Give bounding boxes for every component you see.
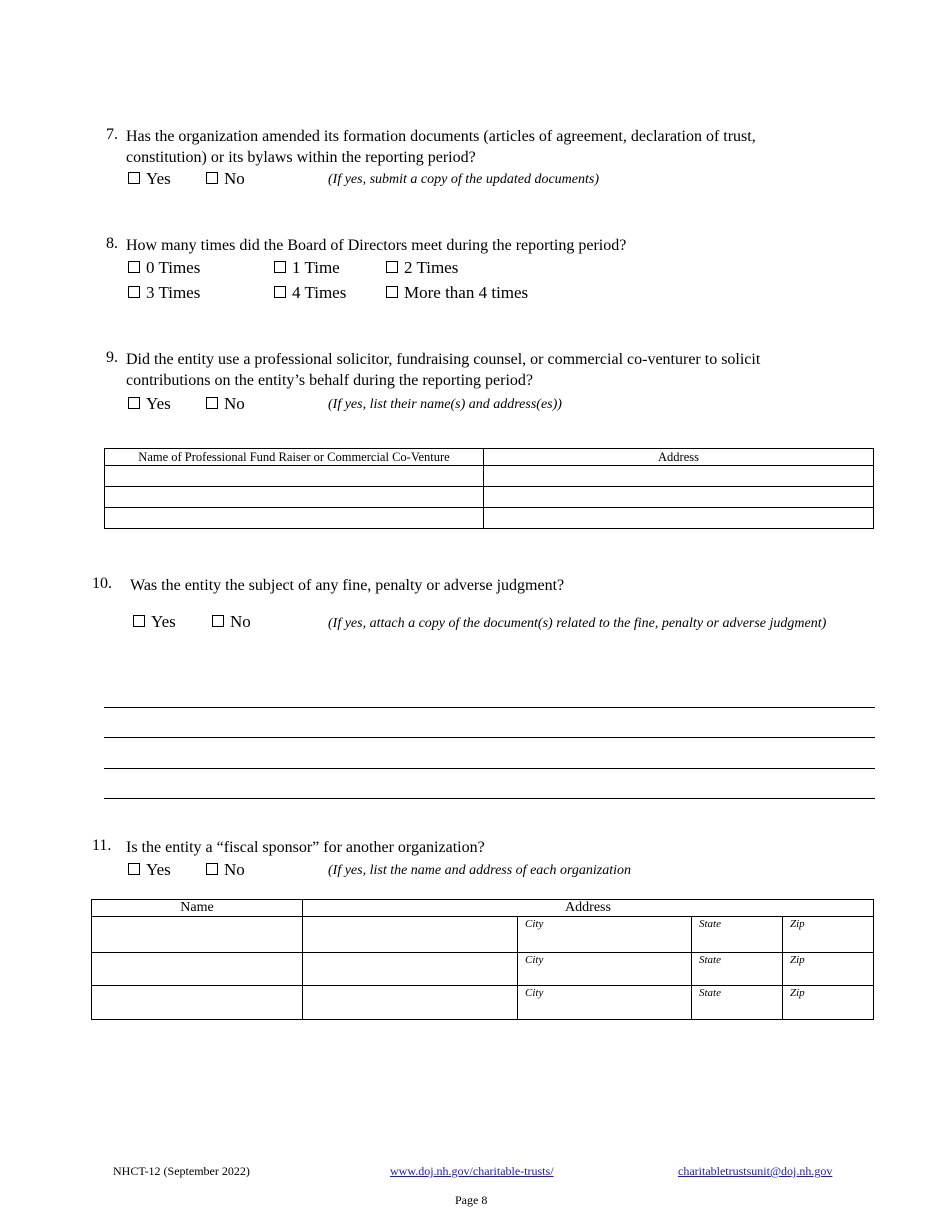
q10-number: 10.: [92, 575, 112, 592]
checkbox-icon[interactable]: [274, 286, 286, 298]
writing-line[interactable]: [104, 768, 875, 769]
q11-question: Is the entity a “fiscal sponsor” for another organization?: [126, 839, 485, 856]
state-label: State: [699, 954, 721, 966]
q11-number: 11.: [92, 837, 112, 854]
checkbox-icon[interactable]: [206, 397, 218, 409]
sponsor-state-cell[interactable]: [692, 953, 783, 986]
q8-option-0-times[interactable]: 0 Times: [128, 258, 200, 278]
checkbox-icon[interactable]: [206, 172, 218, 184]
q10-note: (If yes, attach a copy of the document(s) related to the fine, penalty or adverse judgment): [328, 616, 827, 631]
q8-option-4-times[interactable]: 4 Times: [274, 283, 346, 303]
writing-line[interactable]: [104, 798, 875, 799]
q11-yes-option[interactable]: Yes: [128, 860, 171, 880]
fundraiser-name-cell[interactable]: [105, 508, 484, 529]
sponsor-city-cell[interactable]: [518, 917, 692, 953]
checkbox-icon[interactable]: [274, 261, 286, 273]
sponsor-state-cell[interactable]: [692, 986, 783, 1020]
fundraiser-address-header: Address: [484, 449, 874, 466]
q10-yes-option[interactable]: Yes: [133, 612, 176, 632]
table-row: [105, 508, 874, 529]
sponsor-zip-cell[interactable]: [783, 953, 874, 986]
q9-no-option[interactable]: No: [206, 394, 245, 414]
state-label: State: [699, 987, 721, 999]
q8-option-1-time[interactable]: 1 Time: [274, 258, 340, 278]
website-link[interactable]: www.doj.nh.gov/charitable-trusts/: [390, 1164, 554, 1178]
sponsor-street-cell[interactable]: [303, 986, 518, 1020]
sponsor-street-cell[interactable]: [303, 953, 518, 986]
q8-option-2-times[interactable]: 2 Times: [386, 258, 458, 278]
q9-yes-option[interactable]: Yes: [128, 394, 171, 414]
sponsor-state-cell[interactable]: [692, 917, 783, 953]
fundraiser-name-header: Name of Professional Fund Raiser or Commercial Co-Venture: [105, 449, 484, 466]
writing-line[interactable]: [104, 737, 875, 738]
q7-note: (If yes, submit a copy of the updated documents): [328, 172, 599, 187]
checkbox-icon[interactable]: [212, 615, 224, 627]
q7-number: 7.: [106, 126, 118, 143]
q9-number: 9.: [106, 349, 118, 366]
checkbox-icon[interactable]: [128, 397, 140, 409]
form-id: NHCT-12 (September 2022): [113, 1164, 250, 1178]
fundraiser-address-cell[interactable]: [484, 487, 874, 508]
checkbox-icon[interactable]: [128, 863, 140, 875]
sponsor-name-header: Name: [92, 900, 303, 917]
sponsor-address-header: Address: [303, 900, 874, 917]
q9-note: (If yes, list their name(s) and address(es)): [328, 397, 562, 412]
page-number: Page 8: [455, 1193, 488, 1207]
fundraiser-table: [104, 448, 874, 529]
q8-number: 8.: [106, 235, 118, 252]
q9-question: Did the entity use a professional solicitor, fundraising counsel, or commercial co-venturer to solicit contributions on the entity’s behalf during the reporting period?: [126, 351, 761, 389]
fundraiser-address-cell[interactable]: [484, 466, 874, 487]
q10-no-option[interactable]: No: [212, 612, 251, 632]
table-row: [92, 986, 874, 1020]
zip-label: Zip: [790, 954, 805, 966]
checkbox-icon[interactable]: [128, 286, 140, 298]
fiscal-sponsor-table: [91, 899, 874, 1020]
city-label: City: [525, 918, 544, 930]
sponsor-zip-cell[interactable]: [783, 986, 874, 1020]
checkbox-icon[interactable]: [386, 261, 398, 273]
fundraiser-address-cell[interactable]: [484, 508, 874, 529]
sponsor-city-cell[interactable]: [518, 986, 692, 1020]
q8-option-3-times[interactable]: 3 Times: [128, 283, 200, 303]
email-link[interactable]: charitabletrustsunit@doj.nh.gov: [678, 1164, 833, 1178]
sponsor-city-cell[interactable]: [518, 953, 692, 986]
fundraiser-name-cell[interactable]: [105, 466, 484, 487]
q11-note: (If yes, list the name and address of each organization: [328, 863, 632, 878]
city-label: City: [525, 954, 544, 966]
zip-label: Zip: [790, 918, 805, 930]
checkbox-icon[interactable]: [386, 286, 398, 298]
checkbox-icon[interactable]: [206, 863, 218, 875]
q7-yes-option[interactable]: Yes: [128, 169, 171, 189]
q10-question: Was the entity the subject of any fine, penalty or adverse judgment?: [130, 577, 565, 594]
writing-line[interactable]: [104, 707, 875, 708]
city-label: City: [525, 987, 544, 999]
table-row: [105, 487, 874, 508]
sponsor-name-cell[interactable]: [92, 986, 303, 1020]
q8-option-more-than-4[interactable]: More than 4 times: [386, 283, 528, 303]
sponsor-name-cell[interactable]: [92, 953, 303, 986]
checkbox-icon[interactable]: [128, 261, 140, 273]
q7-no-option[interactable]: No: [206, 169, 245, 189]
sponsor-street-cell[interactable]: [303, 917, 518, 953]
state-label: State: [699, 918, 721, 930]
fundraiser-name-cell[interactable]: [105, 487, 484, 508]
checkbox-icon[interactable]: [133, 615, 145, 627]
zip-label: Zip: [790, 987, 805, 999]
table-row: [92, 917, 874, 953]
table-row: [105, 466, 874, 487]
checkbox-icon[interactable]: [128, 172, 140, 184]
table-row: [92, 953, 874, 986]
sponsor-name-cell[interactable]: [92, 917, 303, 953]
q11-no-option[interactable]: No: [206, 860, 245, 880]
q8-question: How many times did the Board of Directors meet during the reporting period?: [126, 237, 627, 254]
q7-question: Has the organization amended its formation documents (articles of agreement, declaration of trust, constitution) or its bylaws within the reporting period?: [126, 128, 756, 166]
sponsor-zip-cell[interactable]: [783, 917, 874, 953]
